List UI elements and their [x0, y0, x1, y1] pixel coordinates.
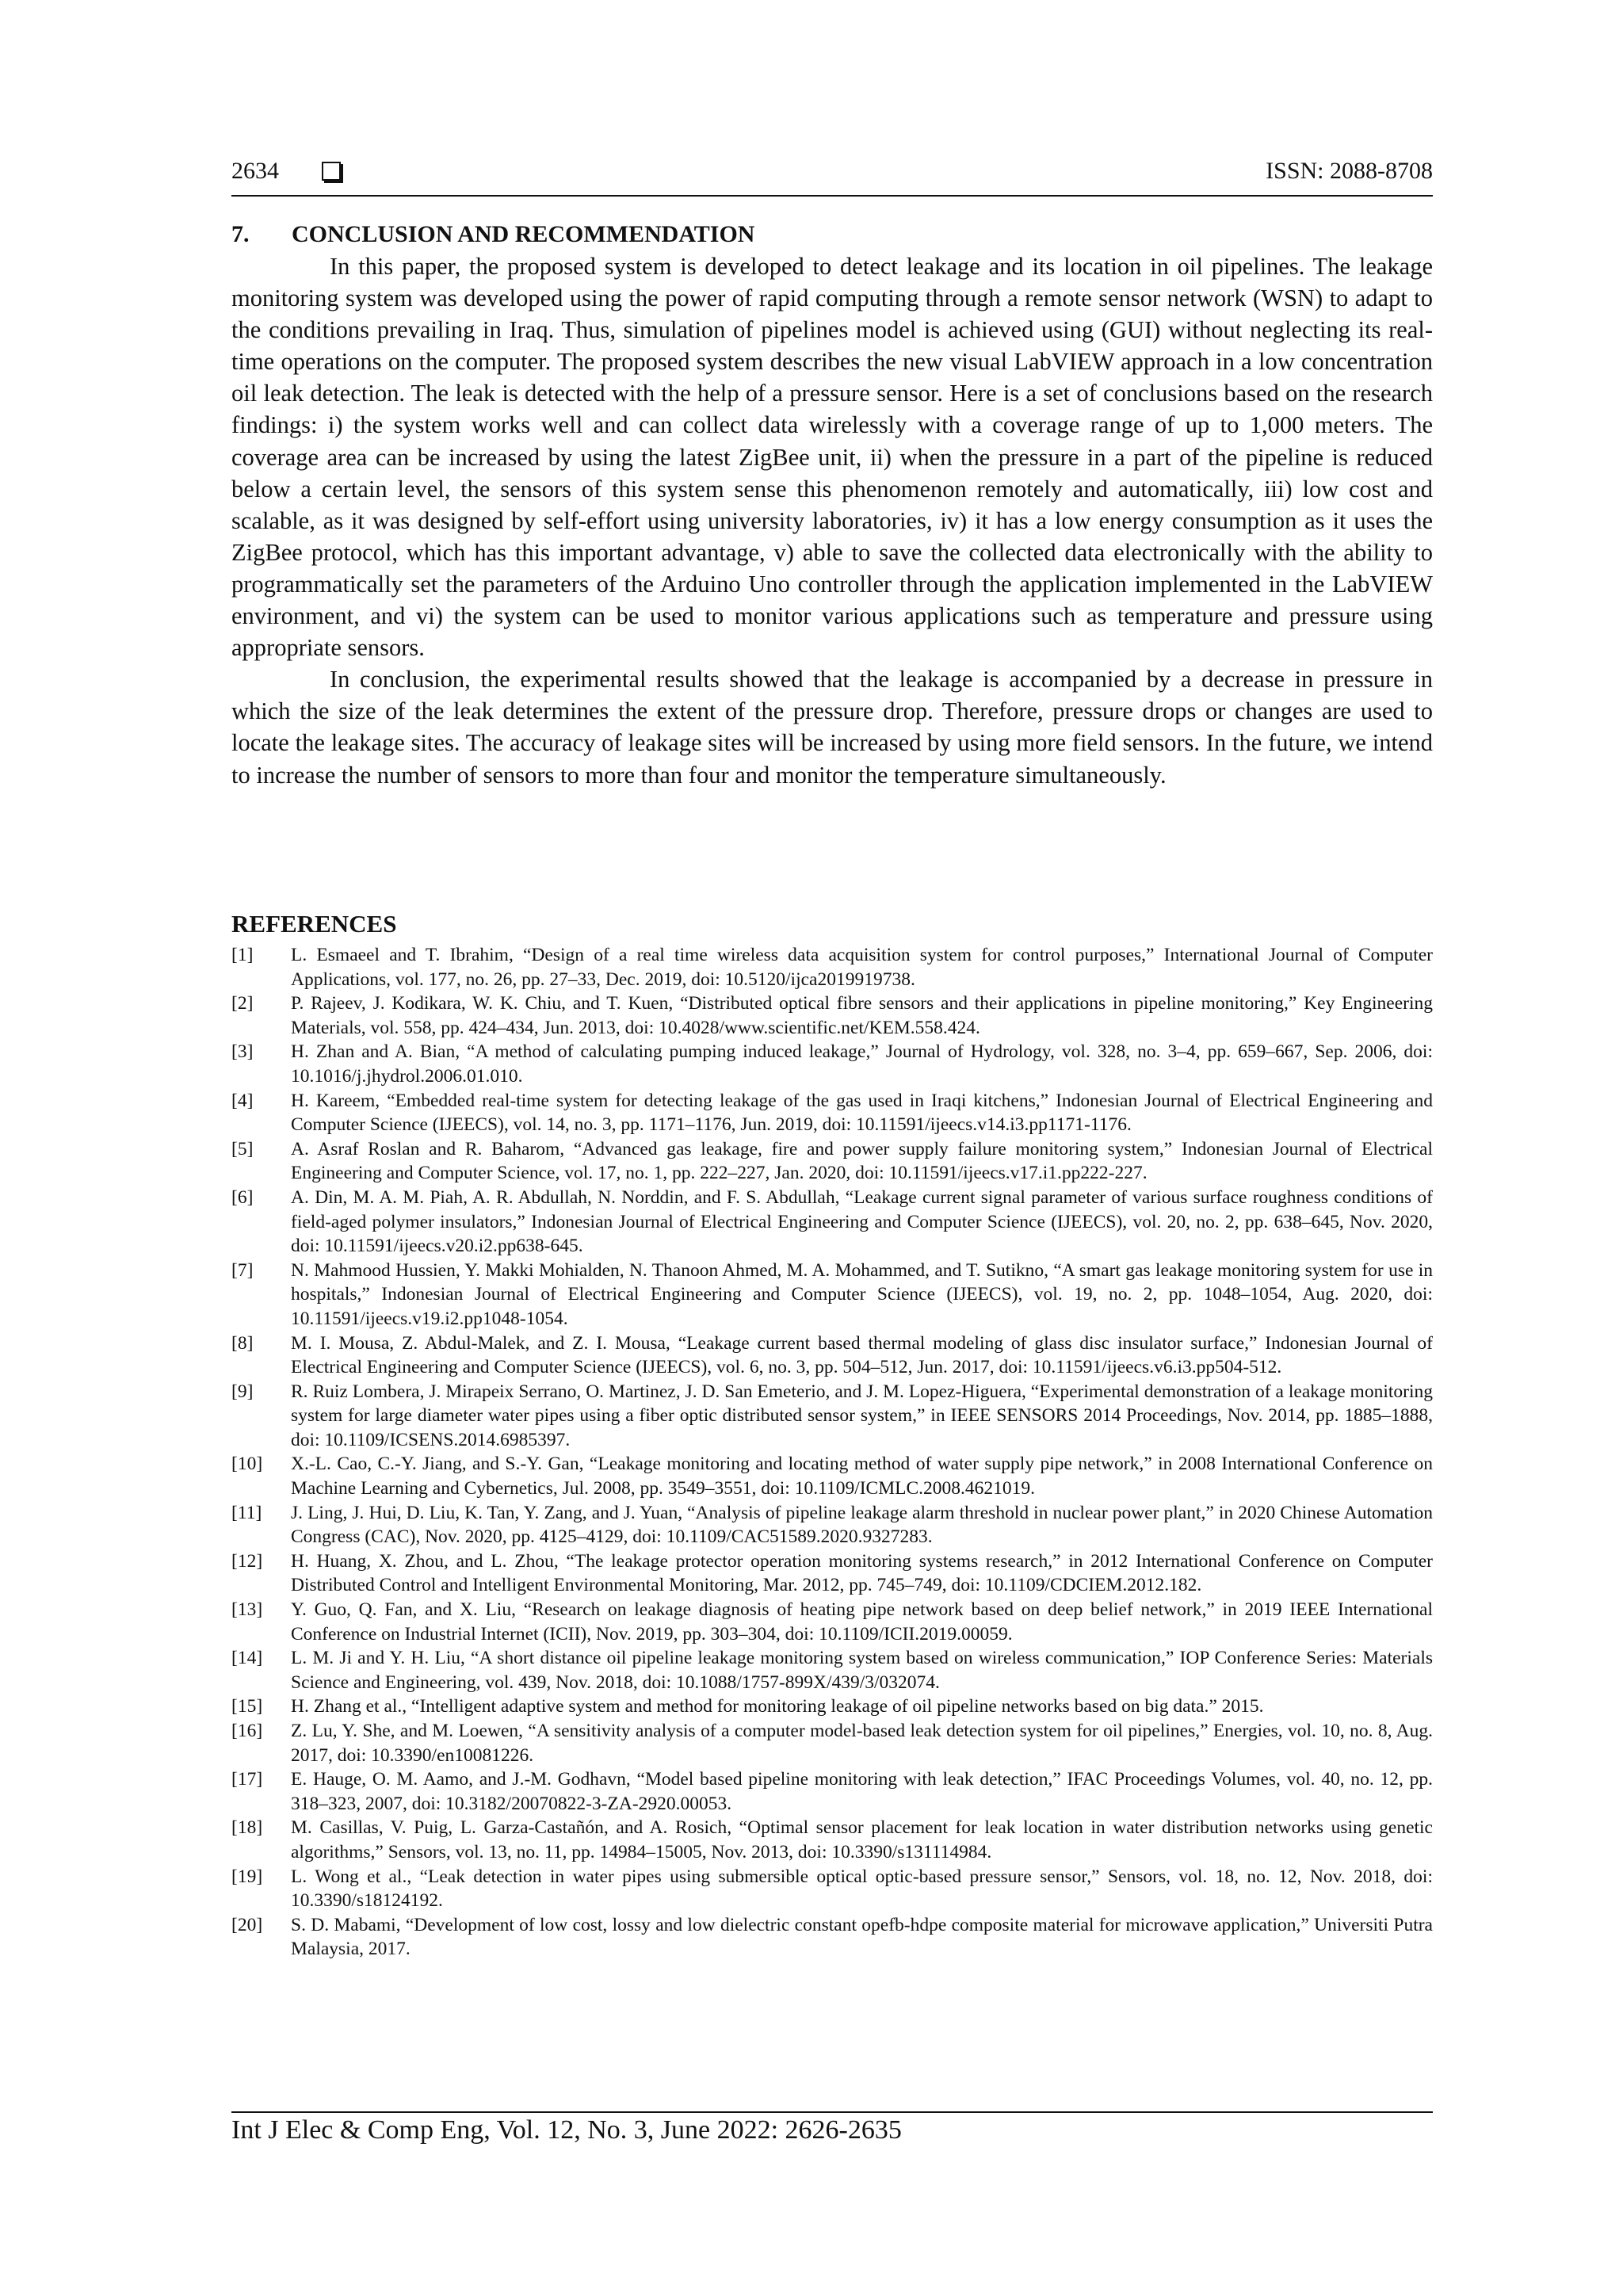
page-number: 2634	[231, 158, 279, 184]
references-section	[231, 910, 1433, 1962]
reference-item	[231, 1186, 1433, 1259]
reference-number: [16]	[231, 1721, 263, 1741]
reference-list	[231, 943, 1433, 1962]
reference-number: [20]	[231, 1914, 263, 1935]
reference-number: [17]	[231, 1769, 263, 1790]
section-heading	[231, 219, 1433, 250]
paragraph: In this paper, the proposed system is developed to detect leakage and its location in oil pipelines. The leakage monitoring system was developed using the power of rapid computing through a remote sensor network (WSN) to adapt to the conditions prevailing in Iraq. Thus, simulation of pipelines model is achieved using (GUI) without neglecting its real-time operations on the computer. The proposed system describes the new visual LabVIEW approach in a low concentration oil leak detection. The leak is detected with the help of a pressure sensor. Here is a set of conclusions based on the research findings: i) the system works well and can collect data wirelessly with a coverage range of up to 1,000 meters. The coverage area can be increased by using the latest ZigBee unit, ii) when the pressure in a part of the pipeline is reduced below a certain level, the sensors of this system sense this phenomenon remotely and automatically, iii) low cost and scalable, as it was designed by self-effort using university laboratories, iv) it has a low energy consumption as it uses the ZigBee protocol, which has this important advantage, v) able to save the collected data electronically with the ability to programmatically set the parameters of the Arduino Uno controller through the application implemented in the LabVIEW environment, and vi) the system can be used to monitor various applications such as temperature and pressure using appropriate sensors.	[231, 253, 1433, 662]
reference-text: L. M. Ji and Y. H. Liu, “A short distance oil pipeline leakage monitoring system based on wireless communication,” IOP Conference Series: Materials Science and Engineering, vol. 439, Nov. 2018, doi: 10.1088/1757-899X/439/3/032074.	[291, 1648, 1433, 1693]
reference-number: [19]	[231, 1866, 263, 1887]
reference-text: M. I. Mousa, Z. Abdul-Malek, and Z. I. Mousa, “Leakage current based thermal modeling of glass disc insulator surface,” Indonesian Journal of Electrical Engineering and Computer Science (IJEECS), vol. 6, no. 3, pp. 504–512, Jun. 2017, doi: 10.11591/ijeecs.v6.i3.pp504-512.	[291, 1332, 1433, 1378]
reference-item	[231, 1040, 1433, 1088]
reference-number: [7]	[231, 1259, 254, 1281]
reference-item	[231, 1501, 1433, 1549]
reference-text: H. Zhan and A. Bian, “A method of calculating pumping induced leakage,” Journal of Hydrology, vol. 328, no. 3–4, pp. 659–667, Sep. 2006, doi: 10.1016/j.jhydrol.2006.01.010.	[291, 1041, 1433, 1087]
reference-item	[231, 1089, 1433, 1137]
conclusion-section	[231, 219, 1433, 791]
reference-number: [3]	[231, 1041, 254, 1063]
reference-text: R. Ruiz Lombera, J. Mirapeix Serrano, O. Martinez, J. D. San Emeterio, and J. M. Lopez-Higuera, “Experimental demonstration of a leakage monitoring system for large diameter water pipes using a fiber optic distributed sensor system,” in IEEE SENSORS 2014 Proceedings, Nov. 2014, pp. 1885–1888, doi: 10.1109/ICSENS.2014.6985397.	[291, 1381, 1433, 1450]
reference-number: [2]	[231, 993, 254, 1014]
reference-text: N. Mahmood Hussien, Y. Makki Mohialden, N. Thanoon Ahmed, M. A. Mohammed, and T. Sutikno, “A smart gas leakage monitoring system for use in hospitals,” Indonesian Journal of Electrical Engineering and Computer Science (IJEECS), vol. 19, no. 2, pp. 1048–1054, Aug. 2020, doi: 10.11591/ijeecs.v19.i2.pp1048-1054.	[291, 1259, 1433, 1329]
reference-number: [5]	[231, 1138, 254, 1159]
reference-text: H. Kareem, “Embedded real-time system for detecting leakage of the gas used in Iraqi kitchens,” Indonesian Journal of Electrical Engineering and Computer Science (IJEECS), vol. 14, no. 3, pp. 1171–1176, Jun. 2019, doi: 10.11591/ijeecs.v14.i3.pp1171-1176.	[291, 1090, 1433, 1136]
reference-number: [6]	[231, 1186, 254, 1208]
reference-text: Z. Lu, Y. She, and M. Loewen, “A sensitivity analysis of a computer model-based leak detection system for oil pipelines,” Energies, vol. 10, no. 8, Aug. 2017, doi: 10.3390/en10081226.	[291, 1721, 1433, 1766]
reference-item	[231, 1549, 1433, 1598]
reference-number: [14]	[231, 1648, 263, 1669]
reference-number: [13]	[231, 1599, 263, 1621]
reference-text: L. Esmaeel and T. Ibrahim, “Design of a real time wireless data acquisition system for control purposes,” International Journal of Computer Applications, vol. 177, no. 26, pp. 27–33, Dec. 2019, doi: 10.5120/ijca2019919738.	[291, 945, 1433, 990]
header-rule	[231, 195, 1433, 197]
reference-item	[231, 1452, 1433, 1500]
issn-label: ISSN: 2088-8708	[1266, 158, 1433, 184]
reference-item	[231, 1913, 1433, 1962]
page-header	[231, 155, 1433, 195]
reference-item	[231, 1767, 1433, 1816]
reference-number: [12]	[231, 1550, 263, 1572]
reference-text: L. Wong et al., “Leak detection in water pipes using submersible optical optic-based pressure sensor,” Sensors, vol. 18, no. 12, Nov. 2018, doi: 10.3390/s18124192.	[291, 1866, 1433, 1912]
reference-number: [9]	[231, 1381, 254, 1402]
reference-item	[231, 1598, 1433, 1646]
reference-item	[231, 1865, 1433, 1913]
page-footer: Int J Elec & Comp Eng, Vol. 12, No. 3, June 2022: 2626-2635	[231, 2115, 902, 2145]
reference-text: H. Huang, X. Zhou, and L. Zhou, “The leakage protector operation monitoring systems research,” in 2012 International Conference on Computer Distributed Control and Intelligent Environmental Monitoring, Mar. 2012, pp. 745–749, doi: 10.1109/CDCIEM.2012.182.	[291, 1550, 1433, 1596]
reference-text: H. Zhang et al., “Intelligent adaptive system and method for monitoring leakage of oil pipeline networks based on big data.” 2015.	[291, 1696, 1264, 1717]
reference-item	[231, 943, 1433, 991]
reference-text: P. Rajeev, J. Kodikara, W. K. Chiu, and T. Kuen, “Distributed optical fibre sensors and their applications in pipeline monitoring,” Key Engineering Materials, vol. 558, pp. 424–434, Jun. 2013, doi: 10.4028/www.scientific.net/KEM.558.424.	[291, 993, 1433, 1038]
paragraph: In conclusion, the experimental results showed that the leakage is accompanied by a decrease in pressure in which the size of the leak determines the extent of the pressure drop. Therefore, pressure drops or changes are used to locate the leakage sites. The accuracy of leakage sites will be increased by using more field sensors. In the future, we intend to increase the number of sensors to more than four and monitor the temperature simultaneously.	[231, 666, 1433, 789]
reference-text: J. Ling, J. Hui, D. Liu, K. Tan, Y. Zang, and J. Yuan, “Analysis of pipeline leakage alarm threshold in nuclear power plant,” in 2020 Chinese Automation Congress (CAC), Nov. 2020, pp. 4125–4129, doi: 10.1109/CAC51589.2020.9327283.	[291, 1502, 1433, 1548]
reference-text: S. D. Mabami, “Development of low cost, lossy and low dielectric constant opefb-hdpe composite material for microwave application,” Universiti Putra Malaysia, 2017.	[291, 1914, 1433, 1960]
reference-number: [4]	[231, 1090, 254, 1111]
reference-text: E. Hauge, O. M. Aamo, and J.-M. Godhavn, “Model based pipeline monitoring with leak detection,” IFAC Proceedings Volumes, vol. 40, no. 12, pp. 318–323, 2007, doi: 10.3182/20070822-3-ZA-2920.00053.	[291, 1769, 1433, 1814]
section-title: CONCLUSION AND RECOMMENDATION	[292, 221, 755, 247]
reference-item	[231, 1719, 1433, 1767]
reference-item	[231, 1259, 1433, 1331]
reference-text: Y. Guo, Q. Fan, and X. Liu, “Research on leakage diagnosis of heating pipe network based on deep belief network,” in 2019 IEEE International Conference on Industrial Internet (ICII), Nov. 2019, pp. 303–304, doi: 10.1109/ICII.2019.00059.	[291, 1599, 1433, 1645]
reference-number: [15]	[231, 1696, 263, 1717]
reference-text: A. Asraf Roslan and R. Baharom, “Advanced gas leakage, fire and power supply failure monitoring system,” Indonesian Journal of Electrical Engineering and Computer Science, vol. 17, no. 1, pp. 222–227, Jan. 2020, doi: 10.11591/ijeecs.v17.i1.pp222-227.	[291, 1138, 1433, 1184]
reference-item	[231, 1694, 1433, 1719]
reference-text: X.-L. Cao, C.-Y. Jiang, and S.-Y. Gan, “Leakage monitoring and locating method of water supply pipe network,” in 2008 International Conference on Machine Learning and Cybernetics, Jul. 2008, pp. 3549–3551, doi: 10.1109/ICMLC.2008.4621019.	[291, 1454, 1433, 1499]
box-bullet-icon	[322, 162, 341, 181]
section-number: 7.	[231, 221, 250, 247]
reference-text: M. Casillas, V. Puig, L. Garza-Castañón, and A. Rosich, “Optimal sensor placement for leak location in water distribution networks using genetic algorithms,” Sensors, vol. 13, no. 11, pp. 14984–15005, Nov. 2013, doi: 10.3390/s131114984.	[291, 1817, 1433, 1862]
reference-item	[231, 1646, 1433, 1694]
reference-text: A. Din, M. A. M. Piah, A. R. Abdullah, N. Norddin, and F. S. Abdullah, “Leakage current signal parameter of various surface roughness conditions of field-aged polymer insulators,” Indonesian Journal of Electrical Engineering and Computer Science (IJEECS), vol. 20, no. 2, pp. 638–645, Nov. 2020, doi: 10.11591/ijeecs.v20.i2.pp638-645.	[291, 1186, 1433, 1257]
reference-number: [1]	[231, 945, 254, 965]
reference-number: [18]	[231, 1817, 263, 1839]
reference-number: [11]	[231, 1502, 262, 1523]
reference-number: [10]	[231, 1454, 263, 1475]
reference-item	[231, 1331, 1433, 1380]
reference-item	[231, 1816, 1433, 1864]
reference-number: [8]	[231, 1332, 254, 1354]
references-heading: REFERENCES	[231, 910, 397, 938]
reference-item	[231, 991, 1433, 1040]
reference-item	[231, 1137, 1433, 1186]
reference-item	[231, 1380, 1433, 1453]
